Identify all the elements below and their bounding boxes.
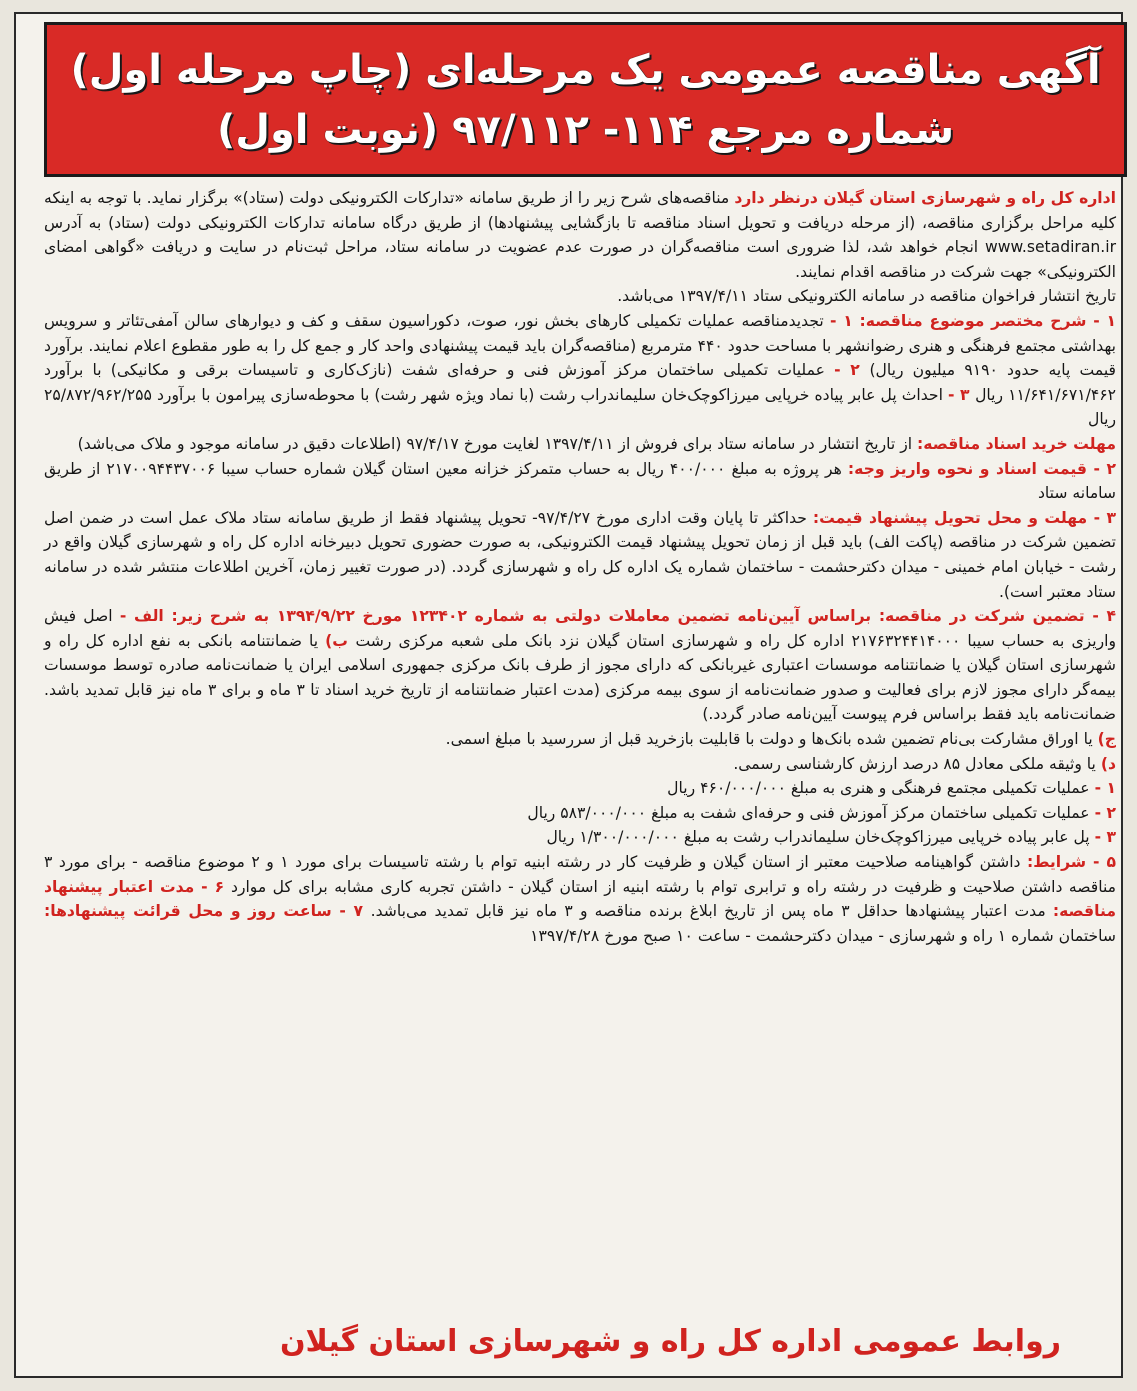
guarantee-be-label: ب) <box>325 631 356 650</box>
section-1-heading: ۱ - شرح مختصر موضوع مناقصه: <box>859 311 1116 330</box>
item-2-number: ۲ - <box>834 361 870 380</box>
guarantee-amount-1 <box>44 776 1116 801</box>
item-3-text: احداث پل عابر پیاده خرپایی میرزاکوچک‌خان سلیماندراب رشت (با نماد ویژه شهر رشت) با محوطه‌سازی پیرامون با برآورد ۲۵/۸۷۲/۹۶۲/۲۵۵ ریال <box>44 385 1116 429</box>
section-2-heading: ۲ - قیمت اسناد و نحوه واریز وجه: <box>847 459 1116 478</box>
sections-5-7 <box>44 850 1116 948</box>
publish-date: تاریخ انتشار فراخوان مناقصه در سامانه الکترونیکی ستاد ۱۳۹۷/۴/۱۱ می‌باشد. <box>617 287 1116 306</box>
section-5-text: داشتن گواهینامه صلاحیت معتبر از استان گیلان و ظرفیت کار در رشته ابنیه توام با رشته تاسیسات برای مورد ۱ و ۲ موضوع مناقصه - برای مورد ۳ مناقصه داشتن صلاحیت و ظرفیت در رشته راه و ترابری توام با رشته ابنیه از استان گیلان - داشتن تجربه کاری مشابه برای کل موارد <box>44 853 1117 896</box>
guarantee-jim-label: ج) <box>1097 730 1116 749</box>
guarantee-amount-2 <box>44 801 1116 826</box>
amount-2-text: عملیات تکمیلی ساختمان مرکز آموزش فنی و حرفه‌ای شفت به مبلغ ۵۸۳/۰۰۰/۰۰۰ ریال <box>527 803 1095 822</box>
section-3 <box>44 506 1116 604</box>
title-line-2: شماره مرجع ۱۱۴- ۹۷/۱۱۲ (نوبت اول) <box>216 106 955 153</box>
guarantee-jim-line <box>44 727 1116 752</box>
section-3-text: حداکثر تا پایان وقت اداری مورخ ۹۷/۴/۲۷- تحویل پیشنهاد فقط از طریق سامانه ستاد ملاک عمل است در ضمن اصل تضمین شرکت در مناقصه (پاکت الف) باید قبل از زمان تحویل پیشنهاد قیمت الکترونیکی، به صورت حضوری تحویل دبیرخانه اداره کل راه و شهرسازی گیلان واقع در رشت - خیابان امام خمینی - میدان دکترحشمت - ساختمان شماره یک اداره کل راه و شهرسازی گردد. (در صورت تغییر زمان، آخرین اطلاعات منتشر شده در سامانه ستاد معتبر است). <box>44 508 1116 601</box>
guarantee-be: یا ضمانتنامه بانکی به نفع اداره کل راه و شهرسازی استان گیلان یا ضمانتنامه موسسات اعتباری غیربانکی که دارای مجوز از طرف بانک مرکزی جمهوری اسلامی ایران یا ضمانت‌نامه صادره توسط موسسات بیمه‌گر دارای مجوز لازم برای فعالیت و صدور ضمانت‌نامه از سوی بیمه مرکزی (مدت اعتبار ضمانتنامه از تاریخ خرید اسناد تا ۳ ماه و برای ۳ ماه نیز قابل تمدید باشد. ضمانت‌نامه باید فقط براساس فرم پیوست آیین‌نامه صادر گردد.) <box>44 631 1116 724</box>
section-7-text: ساختمان شماره ۱ راه و شهرسازی - میدان دکترحشمت - ساعت ۱۰ صبح مورخ ۱۳۹۷/۴/۲۸ <box>530 926 1116 945</box>
deadline-heading: مهلت خرید اسناد مناقصه: <box>917 434 1116 453</box>
newspaper-clipping <box>14 12 1123 1378</box>
item-2-text: عملیات تکمیلی ساختمان مرکز آموزش فنی و حرفه‌ای شفت (نازک‌کاری و تاسیسات برقی و مکانیکی) با برآورد ۱۱/۶۴۱/۶۷۱/۴۶۲ ریال <box>44 361 1116 404</box>
section-6-heading: ۶ - مدت اعتبار پیشنهاد مناقصه: <box>44 877 1116 921</box>
organization-name: اداره کل راه و شهرسازی استان گیلان درنظر دارد <box>734 189 1117 207</box>
guarantee-dal-label: د) <box>1100 754 1116 773</box>
intro-paragraph <box>44 186 1116 284</box>
amount-1-text: عملیات تکمیلی مجتمع فرهنگی و هنری به مبلغ ۴۶۰/۰۰۰/۰۰۰ ریال <box>667 779 1095 798</box>
section-1 <box>44 309 1116 432</box>
guarantee-alef: اصل فیش واریزی به حساب سیبا ۲۱۷۶۳۲۴۴۱۴۰۰۰ اداره کل راه و شهرسازی استان گیلان نزد بانک ملی شعبه مرکزی رشت <box>44 607 1116 650</box>
guarantee-dal: یا وثیقه ملکی معادل ۸۵ درصد ارزش کارشناسی رسمی. <box>733 754 1101 773</box>
guarantee-jim: یا اوراق مشارکت بی‌نام تضمین شده بانک‌ها و دولت با قابلیت بازخرید قبل از سررسید با مبلغ اسمی. <box>445 730 1098 749</box>
section-6-text: مدت اعتبار پیشنهادها حداقل ۳ ماه پس از تاریخ ابلاغ برنده مناقصه و ۳ ماه نیز قابل تمدید می‌باشد. <box>370 902 1053 921</box>
public-relations-signature: روابط عمومی اداره کل راه و شهرسازی استان گیلان <box>279 1324 1061 1359</box>
amount-2-number: ۲ - <box>1094 803 1116 822</box>
section-4-heading: ۴ - تضمین شرکت در مناقصه: براساس آیین‌نامه تضمین معاملات دولتی به شماره ۱۲۳۴۰۲ مورخ ۱۳۹۴/۹/۲۲ به شرح زیر: الف - <box>119 607 1117 626</box>
title-line-1: آگهی مناقصه عمومی یک مرحله‌ای (چاپ مرحله اول) <box>70 46 1101 93</box>
guarantee-dal-line <box>44 752 1116 777</box>
section-5-heading: ۵ - شرایط: <box>1026 853 1117 872</box>
title-banner <box>44 22 1127 177</box>
section-7-heading: ۷ - ساعت روز و محل قرائت پیشنهادها: <box>44 902 371 921</box>
section-4 <box>44 604 1116 727</box>
item-3-number: ۳ - <box>947 385 976 404</box>
amount-1-number: ۱ - <box>1094 779 1116 798</box>
section-3-heading: ۳ - مهلت و محل تحویل پیشنهاد قیمت: <box>812 508 1116 527</box>
section-2 <box>44 457 1116 506</box>
purchase-deadline <box>44 432 1116 457</box>
guarantee-amount-3 <box>44 825 1116 850</box>
amount-3-number: ۳ - <box>1094 828 1116 847</box>
deadline-text: از تاریخ انتشار در سامانه ستاد برای فروش از ۱۳۹۷/۴/۱۱ لغایت مورخ ۹۷/۴/۱۷ (اطلاعات دقیق در سامانه موجود و ملاک می‌باشد) <box>77 434 918 453</box>
section-2-text: هر پروژه به مبلغ ۴۰۰/۰۰۰ ریال به حساب متمرکز خزانه معین استان گیلان شماره حساب سیبا ۲۱۷۰۰۹۴۴۳۷۰۰۶ از طریق سامانه ستاد <box>44 459 1116 503</box>
announcement-body <box>44 186 1116 948</box>
item-1-text: تجدیدمناقصه عملیات تکمیلی کارهای بخش نور، صوت، دکوراسیون سقف و کف و دیوارهای سالن آمفی‌تئاتر و سرویس بهداشتی مجتمع فرهنگی و هنری رضوانشهر با مساحت حدود ۴۴۰ مترمربع (مناقصه‌گران باید قیمت پیشنهادی واحد کار و جمع کل را به طور مقطوع اعلام نمایند. برآورد قیمت پایه حدود ۹۱۹۰ میلیون ریال) <box>44 311 1117 380</box>
intro-text: مناقصه‌های شرح زیر را از طریق سامانه «تدارکات الکترونیکی دولت (ستاد)» برگزار نماید. با توجه به اینکه کلیه مراحل برگزاری مناقصه، (از مرحله دریافت و تحویل اسناد مناقصه تا بازگشایی پیشنهادها) از طریق درگاه سامانه تدارکات الکترونیکی دولت (ستاد) به آدرس www.setadiran.ir انجام خواهد شد، لذا ضروری است مناقصه‌گران در صورت عدم عضویت در سامانه ستاد، مراحل ثبت‌نام در سایت و دریافت «گواهی امضای الکترونیکی» جهت شرکت در مناقصه اقدام نمایند. <box>44 189 1116 281</box>
amount-3-text: پل عابر پیاده خرپایی میرزاکوچک‌خان سلیماندراب رشت به مبلغ ۱/۳۰۰/۰۰۰/۰۰۰ ریال <box>546 828 1095 847</box>
item-1-number: ۱ - <box>830 311 860 330</box>
